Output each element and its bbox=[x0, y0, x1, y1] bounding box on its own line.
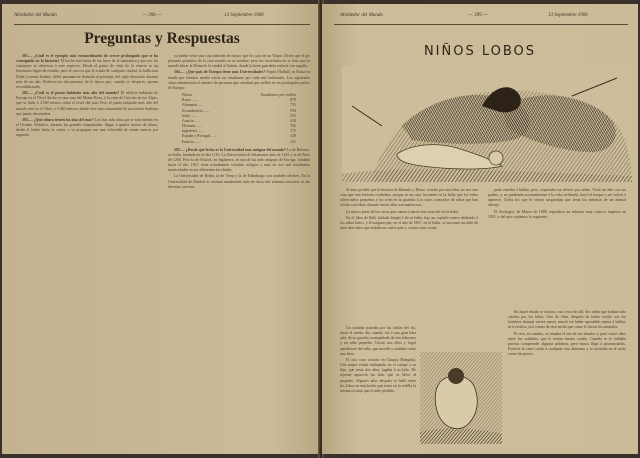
table-cell-value: 594 bbox=[290, 108, 296, 113]
question-text: 304.— ¿Qué país de Europa tiene más Universidades? bbox=[174, 70, 267, 75]
paragraph bbox=[488, 188, 626, 209]
right-header-magazine: Alrededor del Mundo bbox=[340, 13, 383, 18]
child-illustration bbox=[420, 352, 502, 444]
table-cell-value: 410 bbox=[290, 118, 296, 123]
left-header-magazine: Alrededor del Mundo bbox=[14, 13, 57, 18]
right-page-title: NIÑOS LOBOS bbox=[423, 44, 537, 59]
answer-text: Las olas más altas que se han medido en el Océano Atlántico, durante las grandes tempestades, llegan á quince metros de altura, desde el fondo hasta la cresta, y se propagan con una velocidad de veinte metros por segundo. bbox=[16, 117, 158, 138]
answer-text: La de Bolonia, en Italia, fundada en el año 1119. La Universidad de Salamanca data de 1243 y la de París de 1200. Pero la de Oxford, en Inglaterra, es una de las más antiguas de Europa, fundada hacia el año 1167; tiene actualmente veintiún colegios y más de tres mil estudiantes matriculados en sus diferentes facultades. bbox=[168, 147, 310, 173]
answer-text: El otro, en cambio, se tomaba el aire de sus abuelos y pasó varios años entre los soldados, que le tenían mucho cariño. Cuando se le hablaba parecía comprender algunas palabras, pero nunca llegó á pronunciarlas. Prefería la carne cruda á cualquier otro alimento y se acostaba en el suelo como los perros. bbox=[508, 331, 626, 357]
table-cell-country: Inglaterra ...... bbox=[182, 129, 204, 134]
left-running-header bbox=[2, 11, 320, 23]
answer-text: La mayor parte de los casos que vamos á narrar han ocurrido en la India. bbox=[346, 209, 460, 214]
child-head bbox=[489, 151, 503, 165]
paragraph bbox=[340, 188, 478, 209]
right-column-2-top bbox=[488, 188, 626, 306]
paragraph bbox=[168, 174, 310, 189]
paragraph bbox=[168, 54, 310, 69]
table-cell-country: Austria ...... bbox=[182, 118, 201, 123]
paragraph bbox=[16, 91, 158, 117]
question-text: 302.— ¿Cuál es el punto habitado más alto del mundo? bbox=[22, 91, 121, 96]
paragraph bbox=[16, 54, 158, 90]
table-cell-value: 879 bbox=[290, 98, 296, 103]
table-header-country: Países bbox=[182, 93, 193, 98]
answer-text: El Zoologist, de Marzo de 1888, reproduce un informe muy curioso, impreso en 1851, y del que copiamos lo siguiente: bbox=[488, 209, 626, 219]
answer-text: La Universidad de Berlín, la de Viena y la de Edimburgo son también célebres. En la Universidad de Madrid se cuentan anualmente más de cinco mil alumnos inscritos en las diversas carreras. bbox=[168, 174, 310, 189]
left-header-date: 13 Septiembre 1900 bbox=[224, 13, 264, 18]
left-header-rule bbox=[14, 24, 310, 25]
wolves-illustration bbox=[342, 66, 632, 182]
answer-text: Si muy posible que la historia de Rómulo y Remo, criados por una loba, no sea otra cosa que una historia verdadera, porque es un caso frecuente en la India que los lobos roben niños pequeños y los críen en su guarida. Los casos conocidos de niños que han vivido con lobos durante varios años son numerosos. bbox=[340, 188, 478, 208]
child-engraving bbox=[420, 352, 502, 444]
table-cell-value: 733 bbox=[290, 103, 296, 108]
left-column-2 bbox=[168, 54, 310, 450]
right-column-2-bottom bbox=[508, 310, 626, 450]
paragraph bbox=[340, 358, 416, 394]
paragraph bbox=[340, 326, 416, 357]
left-page-title: Preguntas y Respuestas bbox=[84, 30, 240, 47]
paragraph bbox=[508, 332, 626, 358]
answer-text: El hecho está fuera de las leyes de la naturaleza y por eso las citaciones se observan á este respecto. Desde el punto de vista de la ciencia es un fenómeno digno de estudio, pero el caso es que la criada de cualquier ciudad, la bulliciosa Doña Lorenza Jaubert, debió permanecer dormida al principio del siglo dieciocho durante más de un año. Refieren los documentos de la época que, cuando se despertó, apenas recordaba nada. bbox=[16, 59, 158, 89]
right-header-date: 13 Septiembre 1900 bbox=[548, 13, 588, 18]
table-cell-country: España y Portugal ...... bbox=[182, 134, 218, 139]
table-row bbox=[182, 140, 296, 145]
table-cell-country: Italia ...... bbox=[182, 113, 197, 118]
answer-text: En aquel estado se citaron, casi cerca de allí, dos niños que habían sido criados por los lobos. Uno de ellos, después de haber vivido con los hombres durante varios meses, murió sin haber aprendido nunca á hablar, ni á vestirse, ni á comer de otro modo que como lo hacen los animales. bbox=[508, 310, 626, 330]
wolves-engraving bbox=[342, 66, 632, 182]
paragraph bbox=[508, 310, 626, 331]
right-column-1-top bbox=[340, 188, 478, 322]
question-text: 305.— ¿Desde qué fecha es la Universidad más antigua del mundo? bbox=[174, 147, 287, 152]
left-column-1 bbox=[16, 54, 158, 450]
question-text: 301.— ¿Cuál es el ejemplo más extraordinario de crecer prolongado que se ha conseguido en la historia? bbox=[16, 54, 158, 64]
right-running-header bbox=[322, 11, 638, 23]
question-text: 303.— ¿Qué altura tienen las olas del mar? bbox=[22, 117, 95, 122]
answer-text: El otro caso ocurrió en Chupra (Bengala). Una mujer estaba trabajando en el campo y su hijo, que tenía dos años, jugaba á su lado. De repente apareció un lobo que se llevó al pequeño. Algunos años después se halló entre los lobos un muchacho que tenía en la rodilla la misma cicatriz que el niño perdido. bbox=[340, 357, 416, 393]
right-column-1-bottom bbox=[340, 326, 416, 450]
table-header-students: Estudiantes por millón bbox=[260, 93, 296, 98]
answer-text: El edificio habitado de Europa en el Nivel Ancho es una casa del Monte Rosa, á la vista de Cervino en los Alpes, que se halla á 4.560 metros sobre el nivel del mar. Pero el punto habitado más alto del mundo está en el Tibet, á 5.060 metros, donde vive una comunidad de sacerdotes budistas que jamás descienden. bbox=[16, 91, 158, 116]
table-cell-value: 329 bbox=[290, 134, 296, 139]
right-header-rule bbox=[334, 24, 628, 25]
left-header-page-number: — 208 — bbox=[142, 13, 162, 18]
students-table bbox=[182, 93, 296, 145]
table-cell-value: 553 bbox=[290, 113, 296, 118]
paragraph bbox=[168, 70, 310, 91]
table-cell-country: Rusia ...... bbox=[182, 98, 198, 103]
answer-text: ya puede verse una caja plateada de mayor que los ojos de un Negro. Dicen que el pie plateado primitivo de la casa mandó en su nombre; pero los incrédulos no se fían, que la mandó labrar la Reina de la ciudad al Sultán, donde la tiene guardada todavía con orgullo. bbox=[168, 54, 310, 69]
left-page bbox=[2, 4, 320, 454]
table-cell-value: 392 bbox=[290, 124, 296, 129]
paragraph bbox=[16, 118, 158, 139]
paragraph bbox=[168, 148, 310, 174]
answer-text: En el libro de Ball, titulado Jungle Life in India, hay un capítulo entero dedicado á los niños lobos, y él asegura que, en el año de 1867, en la India, se encontró un niño de unos diez años que andaba en cuatro pies y comía carne cruda. bbox=[340, 215, 478, 231]
answer-text: Según Mulhall, es Rusia en donde por término medio existe un estudiante por cada mil habitantes. Los siguientes cifras demuestran el número de personas que estudian por millón en los principales países de Europa: bbox=[168, 70, 310, 90]
table-cell-country: Holanda ...... bbox=[182, 124, 202, 129]
table-cell-country: Alemania ...... bbox=[182, 103, 204, 108]
table-cell-value: 375 bbox=[290, 129, 296, 134]
table-cell-country: Escandinavia ...... bbox=[182, 108, 210, 113]
answer-text: Un soldado paseaba por las orillas del río, hacia el medio día, cuando vió á una gran loba salir de su guarida acompañada de tres lobeznos y un niño pequeño. Corrió tras ellos y logró apoderarse del niño, que mordía y arañaba como una fiera. bbox=[340, 326, 416, 356]
child-hair bbox=[448, 368, 464, 384]
right-page bbox=[322, 4, 638, 454]
paragraph bbox=[488, 210, 626, 220]
table-cell-value: 311 bbox=[290, 139, 296, 144]
table-cell-country: Francia ...... bbox=[182, 139, 201, 144]
paragraph bbox=[340, 210, 478, 215]
paragraph bbox=[340, 216, 478, 231]
answer-text: pudo enseñar á hablar, pero, expresaba sus deseos por señas. Vivió un año con sus padres, y, no pudiendo acostumbrarse á la vida civilizada, huyó al bosque y no volvió á aparecer. Todos los que le vieron aseguraban que tenía los instintos de un animal salvaje. bbox=[488, 188, 626, 208]
right-header-page-number: — 209 — bbox=[468, 13, 488, 18]
